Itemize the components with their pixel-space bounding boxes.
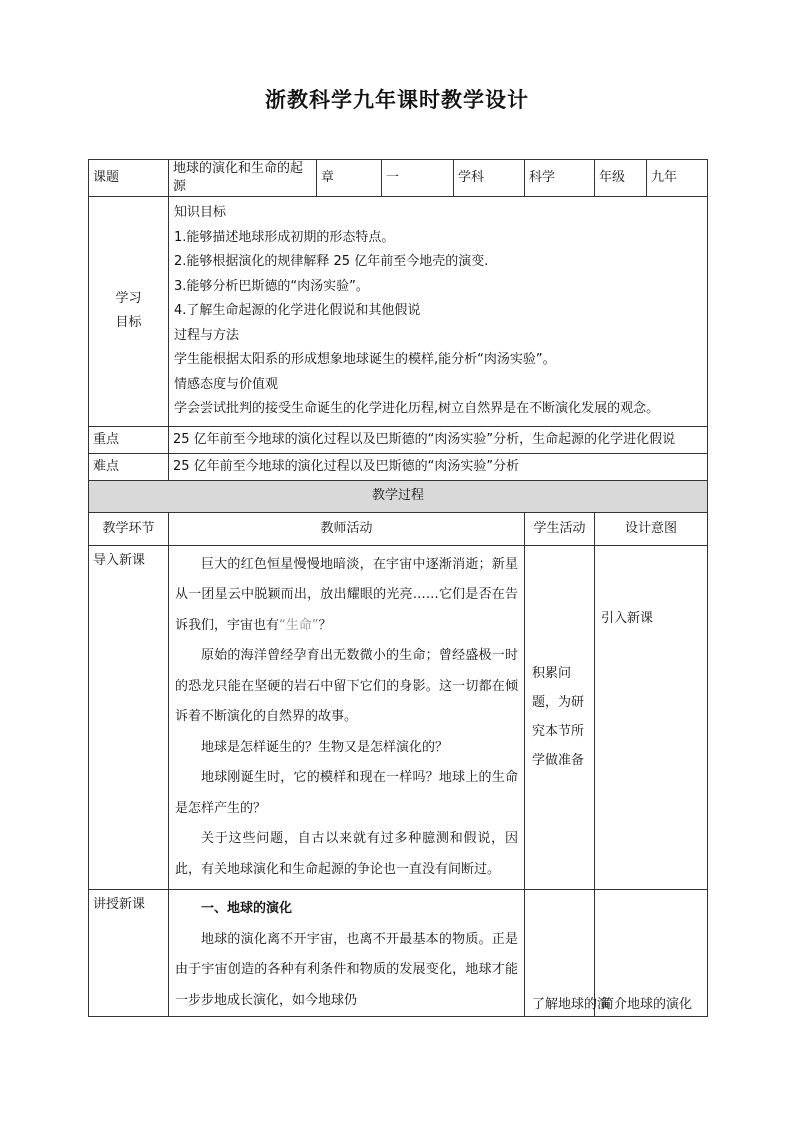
process-section-row (89, 480, 708, 512)
intro-stage: 导入新课 (89, 545, 169, 890)
intro-paragraph: 原始的海洋曾经孕育出无数微小的生命；曾经盛极一时的恐龙只能在坚硬的岩石中留下它们的身影。这一切都在倾诉着不断演化的自然界的故事。 (175, 648, 518, 724)
subject-value: 科学 (525, 160, 595, 197)
intro-p1-quote: “生命” (279, 617, 319, 633)
lecture-teacher-activity (169, 890, 525, 1017)
lecture-heading: 一、地球的演化 (201, 901, 293, 916)
goal-line: 1.能够描述地球形成初期的形态特点。 (174, 229, 395, 245)
intro-paragraph: 关于这些问题，自古以来就有过多种臆测和假说，因此，有关地球演化和生命起源的争论也一直没有间断过。 (175, 831, 518, 877)
goal-line: 2.能够根据演化的规律解释 25 亿年前至今地壳的演变. (174, 254, 489, 269)
key-points-value: 25 亿年前至今地球的演化过程以及巴斯德的“肉汤实验”分析，生命起源的化学进化假说 (169, 426, 708, 453)
goals-label (89, 197, 169, 427)
intro-paragraph: 地球刚诞生时，它的模样和现在一样吗？地球上的生命是怎样产生的？ (175, 770, 518, 816)
grade-value: 九年 (647, 160, 708, 197)
lecture-row (89, 890, 708, 1017)
col-teacher-header: 教师活动 (169, 512, 525, 545)
document-title: 浙教科学九年课时教学设计 (265, 88, 529, 112)
goals-content (169, 197, 708, 427)
intro-paragraph (175, 550, 518, 642)
info-row (89, 160, 708, 197)
goal-line: 过程与方法 (174, 327, 240, 343)
process-section-title: 教学过程 (89, 480, 708, 512)
lesson-plan-table (88, 159, 708, 1017)
intro-p1-end: ？ (318, 617, 332, 633)
difficult-points-row (89, 453, 708, 480)
col-intent-header: 设计意图 (595, 512, 708, 545)
lecture-stage: 讲授新课 (89, 890, 169, 1017)
subject-label: 学科 (454, 160, 525, 197)
goal-line: 情感态度与价值观 (174, 376, 279, 392)
column-header-row (89, 512, 708, 545)
intro-row (89, 545, 708, 890)
lecture-student-activity: 了解地球的演 (525, 890, 595, 1017)
lecture-design-intent: 简介地球的演化 (595, 890, 708, 1017)
col-student-header: 学生活动 (525, 512, 595, 545)
intro-student-activity: 积累问题，为研究本节所学做准备 (525, 545, 595, 890)
difficult-points-label: 难点 (89, 453, 169, 480)
intro-p1-text: 巨大的红色恒星慢慢地暗淡，在宇宙中逐渐消逝；新星从一团星云中脱颖而出，放出耀眼的光亮……它们是否在告诉我们，宇宙也有 (175, 556, 518, 633)
chapter-label: 章 (317, 160, 382, 197)
goal-line: 学会尝试批判的接受生命诞生的化学进化历程,树立自然界是在不断演化发展的观念。 (174, 401, 660, 416)
goals-row (89, 197, 708, 427)
goal-line: 学生能根据太阳系的形成想象地球诞生的模样,能分析“肉汤实验”。 (174, 352, 556, 367)
topic-value: 地球的演化和生命的起源 (169, 160, 317, 197)
chapter-value: 一 (382, 160, 454, 197)
grade-label: 年级 (595, 160, 647, 197)
intro-teacher-activity (169, 545, 525, 890)
goal-line: 3.能够分析巴斯德的“肉汤实验”。 (174, 278, 369, 294)
col-stage-header: 教学环节 (89, 512, 169, 545)
difficult-points-value: 25 亿年前至今地球的演化过程以及巴斯德的“肉汤实验”分析 (169, 453, 708, 480)
lecture-paragraph: 地球的演化离不开宇宙，也离不开最基本的物质。正是由于宇宙创造的各种有利条件和物质的发展变化，地球才能一步步地成长演化，如今地球仍 (175, 931, 518, 1008)
intro-paragraph: 地球是怎样诞生的？生物又是怎样演化的？ (201, 739, 449, 755)
key-points-row (89, 426, 708, 453)
goals-label-line2: 目标 (115, 315, 142, 331)
goal-line: 4.了解生命起源的化学进化假说和其他假说 (174, 303, 421, 318)
goal-line: 知识目标 (174, 205, 227, 220)
topic-label: 课题 (89, 160, 169, 197)
key-points-label: 重点 (89, 426, 169, 453)
intro-design-intent: 引入新课 (595, 545, 708, 890)
goals-label-line1: 学习 (115, 291, 142, 307)
